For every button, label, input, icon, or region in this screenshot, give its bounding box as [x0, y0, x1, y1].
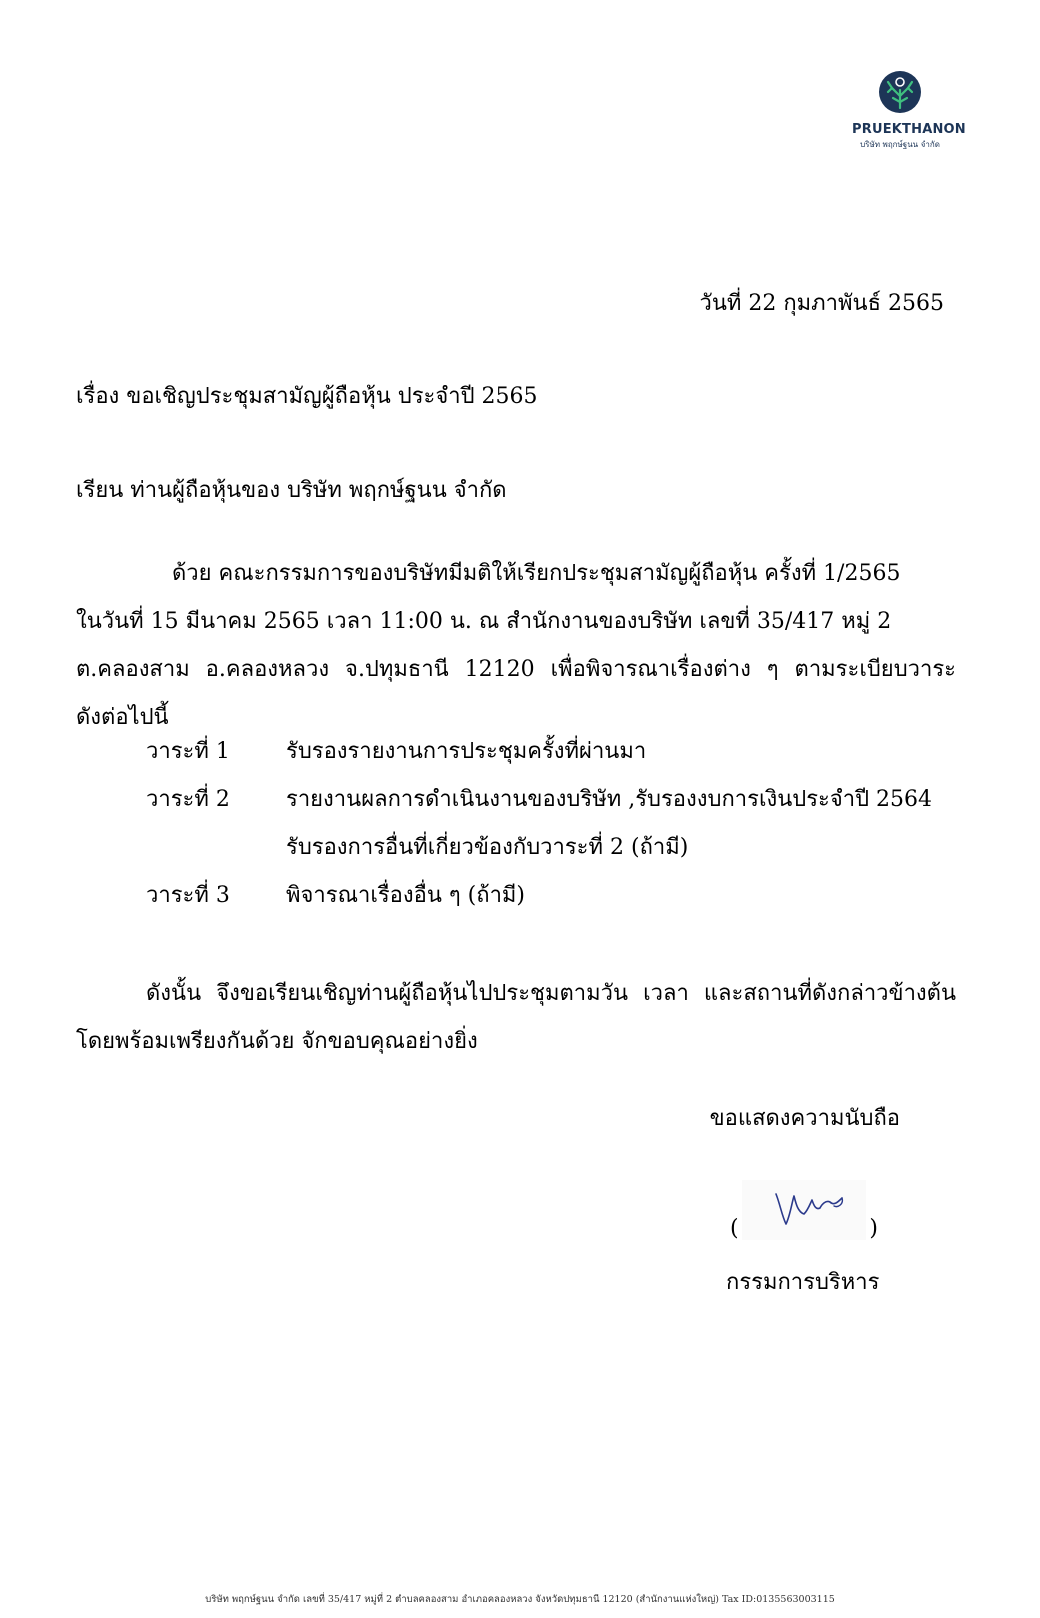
logo-subtitle: บริษัท พฤกษ์ฐนน จำกัด [860, 140, 940, 149]
agenda-label: วาระที่ 3 [146, 883, 230, 908]
paren-open: ( [730, 1216, 739, 1241]
intro-line: ในวันที่ 15 มีนาคม 2565 เวลา 11:00 น. ณ สำนักงานของบริษัท เลขที่ 35/417 หมู่ 2 [76, 609, 892, 634]
agenda-text: รับรองรายงานการประชุมครั้งที่ผ่านมา [286, 739, 647, 764]
handwritten-signature [742, 1180, 866, 1240]
tree-emblem-icon [878, 70, 922, 114]
signature-block [728, 1180, 880, 1250]
letter-recipient: เรียน ท่านผู้ถือหุ้นของ บริษัท พฤกษ์ฐนน จำกัด [76, 478, 507, 503]
agenda-item [146, 872, 932, 920]
paren-close: ) [869, 1216, 878, 1241]
agenda-item [146, 776, 932, 872]
conclusion-line: โดยพร้อมเพรียงกันด้วย จักขอบคุณอย่างยิ่ง [76, 1029, 478, 1054]
page-footer: บริษัท พฤกษ์ฐนน จำกัด เลขที่ 35/417 หมู่ที่ 2 ตำบลคลองสาม อำเภอคลองหลวง จังหวัดปทุมธานี 12120 (สำนักงานแห่งใหญ่) Tax ID:0135563003115 [205, 1594, 835, 1605]
intro-line: ต.คลองสาม อ.คลองหลวง จ.ปทุมธานี 12120 เพื่อพิจารณาเรื่องต่าง ๆ ตามระเบียบวาระ [76, 657, 956, 682]
agenda-item [146, 728, 932, 776]
conclusion-paragraph [76, 970, 956, 1066]
signatory-title: กรรมการบริหาร [726, 1270, 880, 1295]
agenda-text: รายงานผลการดำเนินงานของบริษัท ,รับรองงบการเงินประจำปี 2564 [286, 787, 933, 812]
intro-line: ดังต่อไปนี้ [76, 705, 169, 730]
intro-line: ด้วย คณะกรรมการของบริษัทมีมติให้เรียกประชุมสามัญผู้ถือหุ้น ครั้งที่ 1/2565 [172, 561, 901, 586]
conclusion-line: ดังนั้น จึงขอเรียนเชิญท่านผู้ถือหุ้นไปประชุมตามวัน เวลา และสถานที่ดังกล่าวข้างต้น [146, 981, 956, 1006]
logo-name: PRUEKTHANON [852, 122, 966, 137]
intro-paragraph [76, 550, 956, 742]
letter-date: วันที่ 22 กุมภาพันธ์ 2565 [699, 291, 944, 316]
agenda-label: วาระที่ 2 [146, 787, 230, 812]
agenda-text: รับรองการอื่นที่เกี่ยวข้องกับวาระที่ 2 (ถ้ามี) [286, 835, 689, 860]
agenda-label: วาระที่ 1 [146, 739, 230, 764]
letter-subject: เรื่อง ขอเชิญประชุมสามัญผู้ถือหุ้น ประจำปี 2565 [76, 384, 538, 409]
company-logo [852, 70, 966, 151]
closing-text: ขอแสดงความนับถือ [709, 1106, 900, 1131]
agenda-text: พิจารณาเรื่องอื่น ๆ (ถ้ามี) [286, 883, 526, 908]
agenda-list [146, 728, 932, 920]
